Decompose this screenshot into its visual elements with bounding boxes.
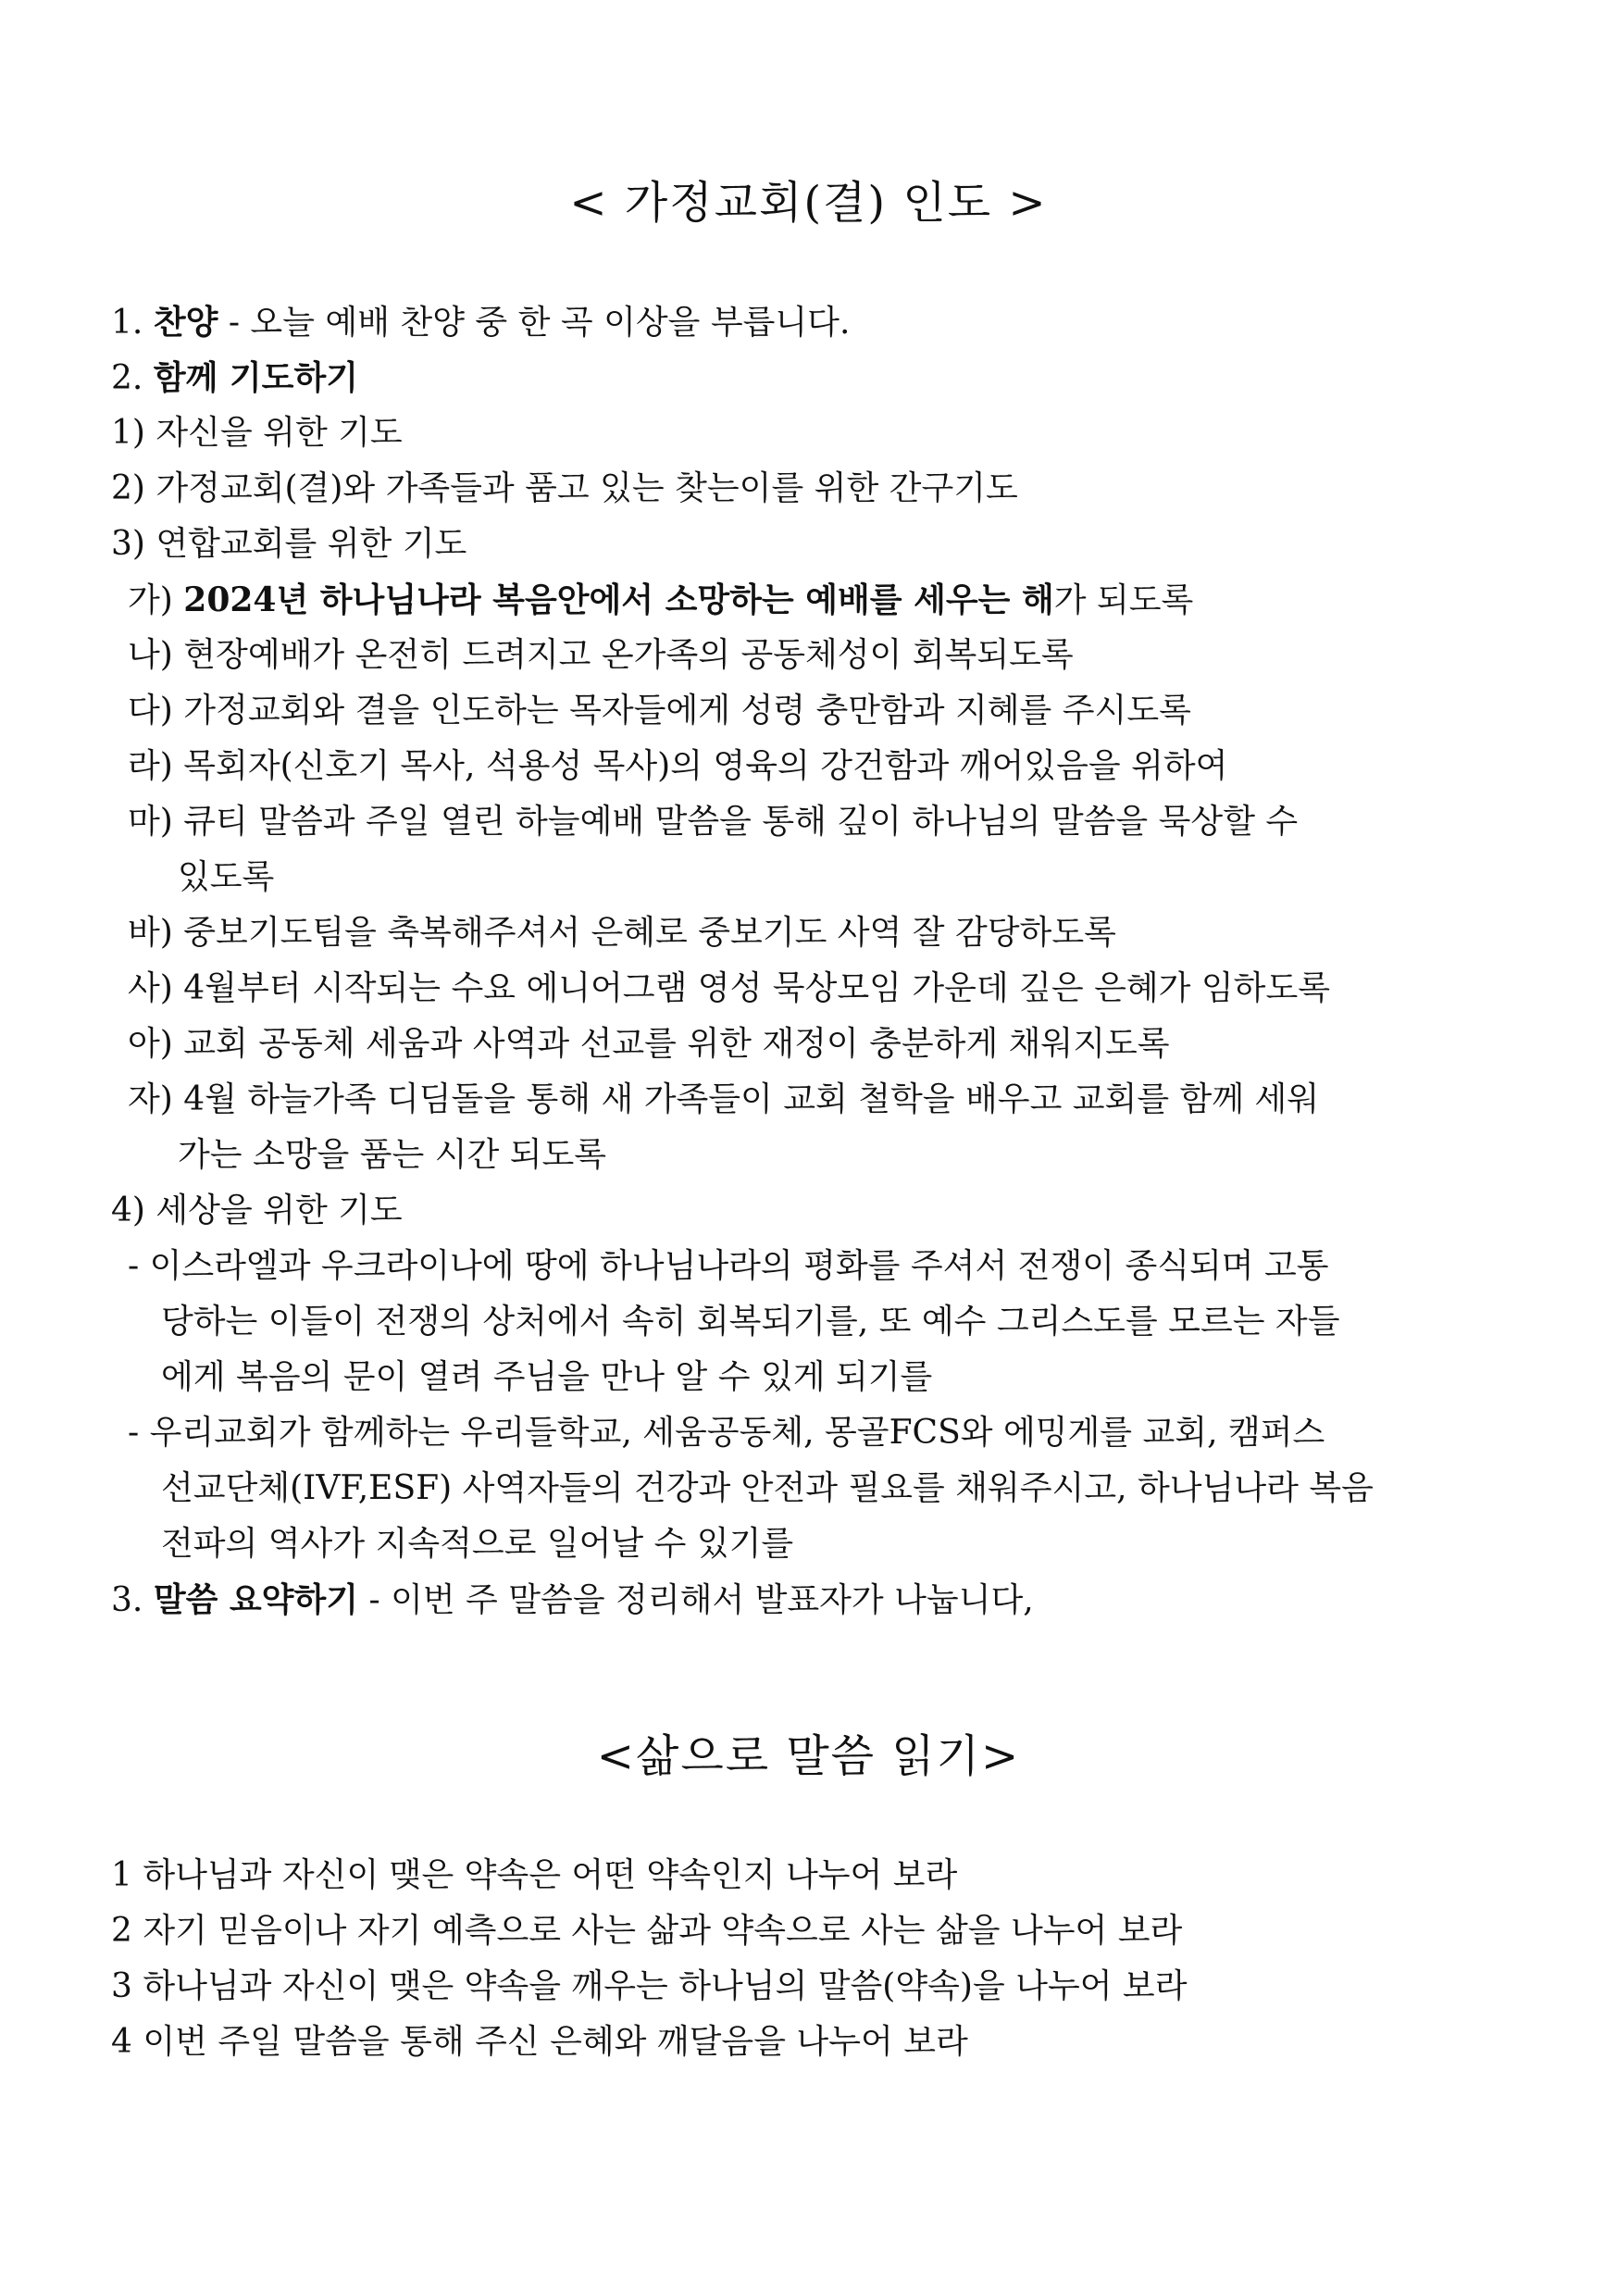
question-3: 3 하나님과 자신이 맺은 약속을 깨우는 하나님의 말씀(약속)을 나누어 보라 — [111, 1967, 1188, 2005]
question-4: 4 이번 주일 말씀을 통해 주신 은혜와 깨달음을 나누어 보라 — [111, 2023, 968, 2061]
prayer-church-aa: 아) 교회 공동체 세움과 사역과 선교를 위한 재정이 충분하게 채워지도록 — [128, 1025, 1170, 1063]
prayer-world: 4) 세상을 위한 기도 — [111, 1192, 403, 1229]
prayer-world-1-cont2: 에게 복음의 문이 열려 주님을 만나 알 수 있게 되기를 — [161, 1358, 933, 1396]
prayer-world-2: - 우리교회가 함께하는 우리들학교, 세움공동체, 몽골FCS와 에밍게를 교회, 캠퍼스 — [128, 1414, 1325, 1452]
item-label: 함께 기도하기 — [153, 358, 359, 397]
section-title-home-church: < 가정교회(결) 인도 > — [569, 177, 1048, 229]
prayer-world-2-cont: 선교단체(IVF,ESF) 사역자들의 건강과 안전과 필요를 채워주시고, 하나님나라 복음 — [161, 1469, 1374, 1507]
prayer-world-2-cont2: 전파의 역사가 지속적으로 일어날 수 있기를 — [161, 1525, 794, 1563]
item-label: 말씀 요약하기 — [153, 1580, 359, 1619]
prayer-world-1: - 이스라엘과 우크라이나에 땅에 하나님나라의 평화를 주셔서 전쟁이 종식되며 고통 — [128, 1247, 1329, 1285]
rest-text: 가 되도록 — [1053, 581, 1194, 619]
item-number: 2. — [111, 359, 143, 397]
prayer-church-ma: 마) 큐티 말씀과 주일 열린 하늘예배 말씀을 통해 깊이 하나님의 말씀을 묵상할 수 — [128, 803, 1299, 841]
prayer-church-ja: 자) 4월 하늘가족 디딤돌을 통해 새 가족들이 교회 철학을 배우고 교회를 함께 세워 — [128, 1080, 1320, 1118]
prayer-self: 1) 자신을 위한 기도 — [111, 414, 403, 452]
item-text: - 오늘 예배 찬양 중 한 곡 이상을 부릅니다. — [218, 304, 851, 342]
item-text: - 이번 주 말씀을 정리해서 발표자가 나눕니다, — [358, 1581, 1034, 1619]
item-summary — [111, 1578, 1034, 1623]
prayer-church-da: 다) 가정교회와 결을 인도하는 목자들에게 성령 충만함과 지혜를 주시도록 — [128, 692, 1191, 730]
prayer-world-1-cont: 당하는 이들이 전쟁의 상처에서 속히 회복되기를, 또 예수 그리스도를 모르는 자들 — [161, 1303, 1340, 1341]
prayer-church-ba: 바) 중보기도팀을 축복해주셔서 은혜로 중보기도 사역 잘 감당하도록 — [128, 914, 1116, 952]
item-label: 찬양 — [153, 303, 218, 342]
prayer-church-ra: 라) 목회자(신호기 목사, 석용성 목사)의 영육의 강건함과 깨어있음을 위하여 — [128, 747, 1228, 785]
prayer-church-sa: 사) 4월부터 시작되는 수요 에니어그램 영성 묵상모임 가운데 깊은 은혜가 임하도록 — [128, 969, 1330, 1007]
item-praise — [111, 300, 850, 345]
question-2: 2 자기 믿음이나 자기 예측으로 사는 삶과 약속으로 사는 삶을 나누어 보라 — [111, 1912, 1183, 1950]
section-title-word-reading: <삶으로 말씀 읽기> — [596, 1730, 1021, 1782]
question-1: 1 하나님과 자신이 맺은 약속은 어떤 약속인지 나누어 보라 — [111, 1856, 958, 1894]
prayer-church: 3) 연합교회를 위한 기도 — [111, 525, 467, 563]
item-number: 1. — [111, 304, 143, 342]
prayer-church-ga — [128, 578, 1193, 623]
prayer-church-na: 나) 현장예배가 온전히 드려지고 온가족의 공동체성이 회복되도록 — [128, 636, 1074, 674]
item-pray — [111, 356, 358, 401]
bold-text: 2024년 하나님나라 복음안에서 소망하는 예배를 세우는 해 — [183, 580, 1054, 619]
prefix: 가) — [128, 581, 184, 619]
prayer-church-ma-cont: 있도록 — [178, 858, 275, 896]
prayer-church-ja-cont: 가는 소망을 품는 시간 되도록 — [178, 1136, 607, 1174]
item-number: 3. — [111, 1581, 143, 1619]
prayer-family: 2) 가정교회(결)와 가족들과 품고 있는 찾는이를 위한 간구기도 — [111, 469, 1018, 507]
